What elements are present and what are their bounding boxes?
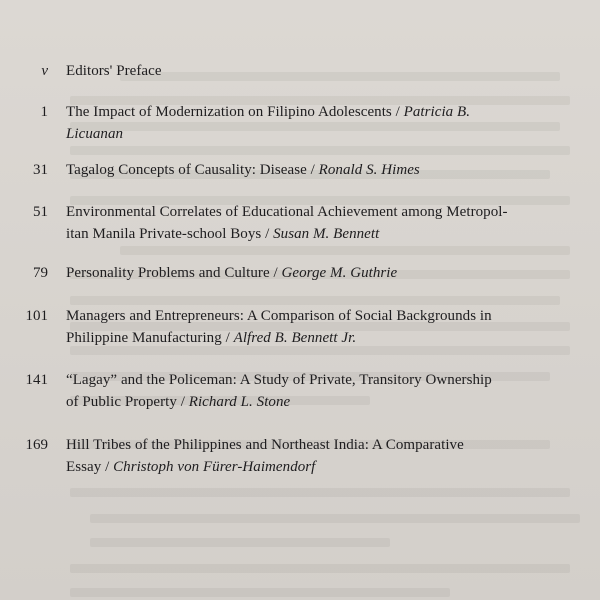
toc-title: Personality Problems and Culture: [66, 265, 270, 281]
toc-title: itan Manila Private-school Boys: [66, 226, 262, 242]
toc-page-number: 169: [25, 437, 48, 453]
toc-author: Licuanan: [66, 126, 124, 142]
toc-author: Richard L. Stone: [188, 394, 291, 410]
toc-page-number: 51: [33, 204, 48, 220]
toc-separator: /: [391, 104, 404, 120]
toc-separator: /: [273, 265, 278, 281]
toc-text-block: [66, 305, 588, 349]
toc-page-number: 1: [40, 104, 48, 120]
toc-text-block: [66, 201, 588, 245]
toc-author: Susan M. Bennett: [273, 226, 380, 242]
toc-title: Managers and Entrepreneurs: A Comparison of Social Backgrounds in: [66, 308, 492, 324]
toc-author: George M. Guthrie: [281, 265, 398, 281]
toc-title: Essay: [66, 459, 102, 475]
toc-page-number: 141: [25, 372, 48, 388]
toc-author: Patricia B.: [403, 104, 471, 120]
toc-separator: /: [265, 226, 270, 242]
toc-page-number: v: [41, 63, 48, 79]
toc-title: Tagalog Concepts of Causality: Disease: [66, 162, 307, 178]
toc-separator: /: [225, 330, 230, 346]
toc-text-block: [66, 159, 588, 181]
toc-title: of Public Property: [66, 394, 177, 410]
toc-separator: /: [105, 459, 110, 475]
toc-title: The Impact of Modernization on Filipino Adolescents: [66, 104, 392, 120]
toc-text-block: [66, 434, 588, 478]
toc-page-number: 31: [33, 162, 48, 178]
toc-text-block: [66, 262, 588, 284]
toc-text-block: [66, 101, 588, 145]
toc-separator: /: [310, 162, 315, 178]
toc-title: Editors' Preface: [66, 63, 162, 79]
toc-author: Ronald S. Himes: [318, 162, 420, 178]
toc-separator: /: [180, 394, 185, 410]
toc-title: “Lagay” and the Policeman: A Study of Private, Transitory Ownership: [66, 372, 492, 388]
toc-title: Philippine Manufacturing: [66, 330, 222, 346]
toc-page-number: 101: [25, 308, 48, 324]
toc-title: Environmental Correlates of Educational Achievement among Metropol-: [66, 204, 508, 220]
toc-author: Christoph von Fürer-Haimendorf: [113, 459, 316, 475]
toc-text-block: [66, 369, 588, 413]
toc-page-number: 79: [33, 265, 48, 281]
toc-author: Alfred B. Bennett Jr.: [233, 330, 357, 346]
toc-title: Hill Tribes of the Philippines and Northeast India: A Comparative: [66, 437, 464, 453]
